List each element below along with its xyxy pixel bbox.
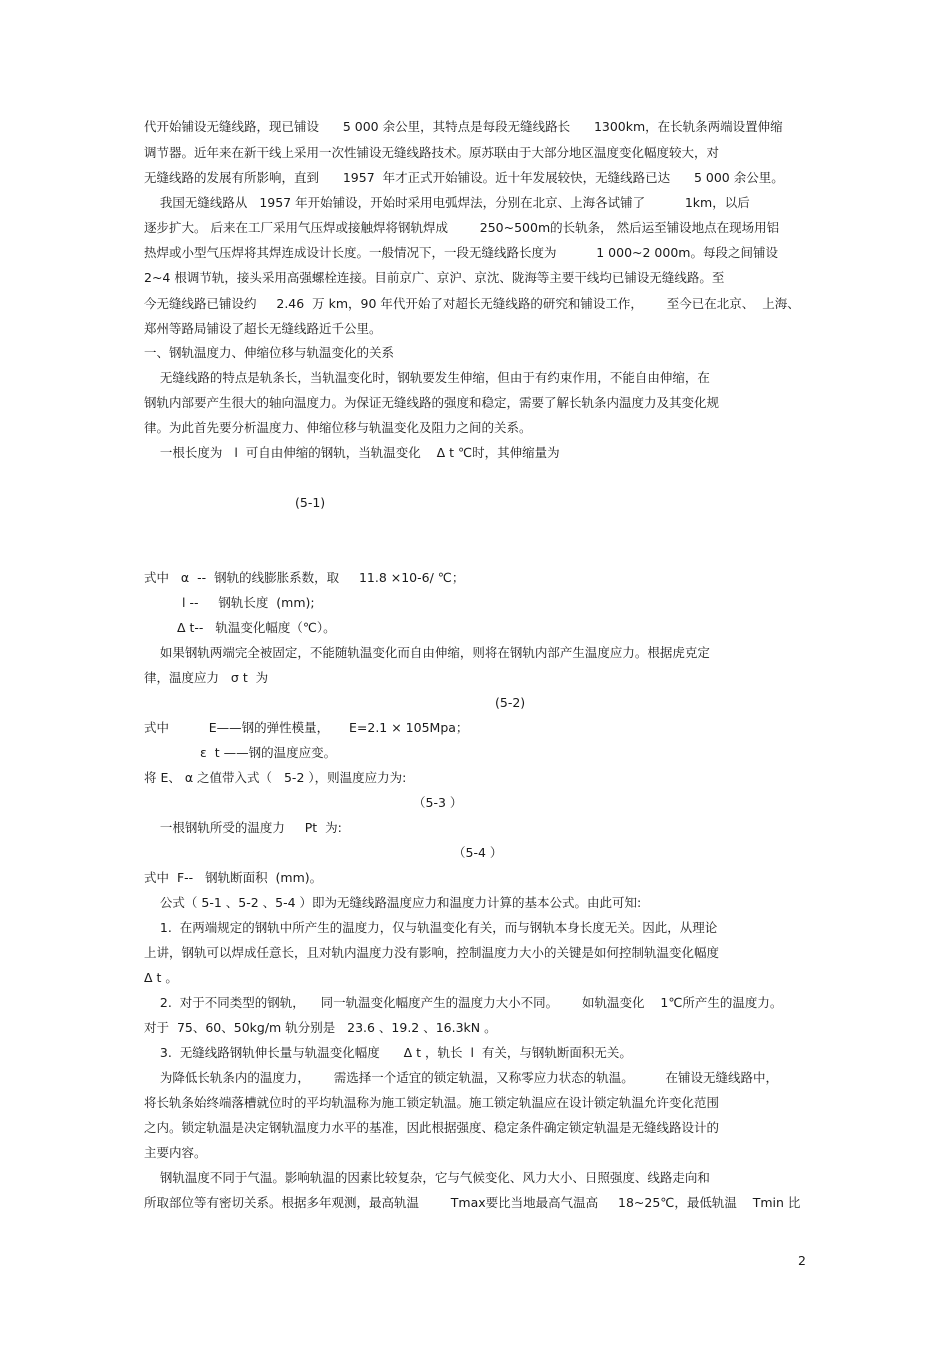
text-line: 将 E、 α 之值带入式（ 5-2 ），则温度应力为: (144, 770, 407, 785)
text-line: 一根长度为 l 可自由伸缩的钢轨，当轨温变化 Δ t ℃时，其伸缩量为 (144, 445, 560, 460)
text-line: 今无缝线路已铺设约 2.46 万 km，90 年代开始了对超长无缝线路的研究和铺设工作， 至今已在北京、 上海、 (144, 296, 800, 311)
text-line: 公式（ 5-1 、5-2 、5-4 ）即为无缝线路温度应力和温度力计算的基本公式。由此可知: (144, 895, 642, 910)
equation-number: (5-1) (295, 495, 326, 510)
text-line: Δ t 。 (144, 970, 178, 985)
text-line: 1. 在两端规定的钢轨中所产生的温度力，仅与轨温变化有关，而与钢轨本身长度无关。因此，从理论 (144, 920, 718, 935)
text-line: 热焊或小型气压焊将其焊连成设计长度。一般情况下，一段无缝线路长度为 1 000~2 000m。每段之间铺设 (144, 245, 778, 260)
text-line: 主要内容。 (144, 1145, 207, 1160)
text-line: 2~4 根调节轨，接头采用高强螺栓连接。目前京广、京沪、京沈、陇海等主要干线均已铺设无缝线路。至 (144, 270, 725, 285)
text-line: 律，温度应力 σ t 为 (144, 670, 269, 685)
text-line: 式中 α -- 钢轨的线膨胀系数，取 11.8 ×10-6/ ℃； (144, 570, 465, 585)
text-line: ε t ——钢的温度应变。 (200, 745, 337, 760)
section-heading: 一、钢轨温度力、伸缩位移与轨温变化的关系 (144, 345, 395, 360)
text-line: 代开始铺设无缝线路，现已铺设 5 000 余公里，其特点是每段无缝线路长 1300km，在长轨条两端设置伸缩 (144, 119, 783, 134)
text-line: l -- 钢轨长度 (mm); (182, 595, 315, 610)
text-line: 式中 E——钢的弹性模量， E=2.1 × 105Mpa； (144, 720, 469, 735)
text-line: 无缝线路的发展有所影响，直到 1957 年才正式开始铺设。近十年发展较快，无缝线路已达 5 000 余公里。 (144, 170, 784, 185)
text-line: 郑州等路局铺设了超长无缝线路近千公里。 (144, 321, 382, 336)
text-line: 为降低长轨条内的温度力， 需选择一个适宜的锁定轨温，又称零应力状态的轨温。 在铺设无缝线路中， (144, 1070, 779, 1085)
text-line: 将长轨条始终端落槽就位时的平均轨温称为施工锁定轨温。施工锁定轨温应在设计锁定轨温允许变化范围 (144, 1095, 720, 1110)
text-line: Δ t-- 轨温变化幅度（℃）。 (177, 620, 336, 635)
text-line: 无缝线路的特点是轨条长，当轨温变化时，钢轨要发生伸缩，但由于有约束作用，不能自由伸缩，在 (144, 370, 710, 385)
text-line: 对于 75、60、50kg/m 轨分别是 23.6 、19.2 、16.3kN 。 (144, 1020, 497, 1035)
text-line: 如果钢轨两端完全被固定，不能随轨温变化而自由伸缩，则将在钢轨内部产生温度应力。根据虎克定 (144, 645, 710, 660)
text-line: 所取部位等有密切关系。根据多年观测，最高轨温 Tmax要比当地最高气温高 18~25℃，最低轨温 Tmin 比 (144, 1195, 801, 1210)
text-line: 钢轨温度不同于气温。影响轨温的因素比较复杂，它与气候变化、风力大小、日照强度、线路走向和 (144, 1170, 710, 1185)
text-line: 调节器。近年来在新干线上采用一次性铺设无缝线路技术。原苏联由于大部分地区温度变化幅度较大，对 (144, 145, 720, 160)
text-line: 钢轨内部要产生很大的轴向温度力。为保证无缝线路的强度和稳定，需要了解长轨条内温度力及其变化规 (144, 395, 720, 410)
text-line: 一根钢轨所受的温度力 Pt 为: (144, 820, 342, 835)
equation-number: （5-3 ） (413, 795, 463, 810)
text-line: 我国无缝线路从 1957 年开始铺设，开始时采用电弧焊法，分别在北京、上海各试铺了 1km，以后 (144, 195, 750, 210)
text-line: 逐步扩大。 后来在工厂采用气压焊或接触焊将钢轨焊成 250~500m的长轨条， 然后运至铺设地点在现场用铝 (144, 220, 780, 235)
text-line: 上讲，钢轨可以焊成任意长，且对轨内温度力没有影响，控制温度力大小的关键是如何控制轨温变化幅度 (144, 945, 720, 960)
equation-number: （5-4 ） (453, 845, 503, 860)
text-line: 2. 对于不同类型的钢轨， 同一轨温变化幅度产生的温度力大小不同。 如轨温变化 1℃所产生的温度力。 (144, 995, 783, 1010)
text-line: 式中 F-- 钢轨断面积 (mm)。 (144, 870, 323, 885)
text-line: 律。为此首先要分析温度力、伸缩位移与轨温变化及阻力之间的关系。 (144, 420, 532, 435)
text-line: 之内。锁定轨温是决定钢轨温度力水平的基准，因此根据强度、稳定条件确定锁定轨温是无缝线路设计的 (144, 1120, 720, 1135)
page-number: 2 (798, 1253, 806, 1268)
text-line: 3. 无缝线路钢轨伸长量与轨温变化幅度 Δ t ，轨长 l 有关，与钢轨断面积无关。 (144, 1045, 632, 1060)
equation-number: (5-2) (495, 695, 526, 710)
